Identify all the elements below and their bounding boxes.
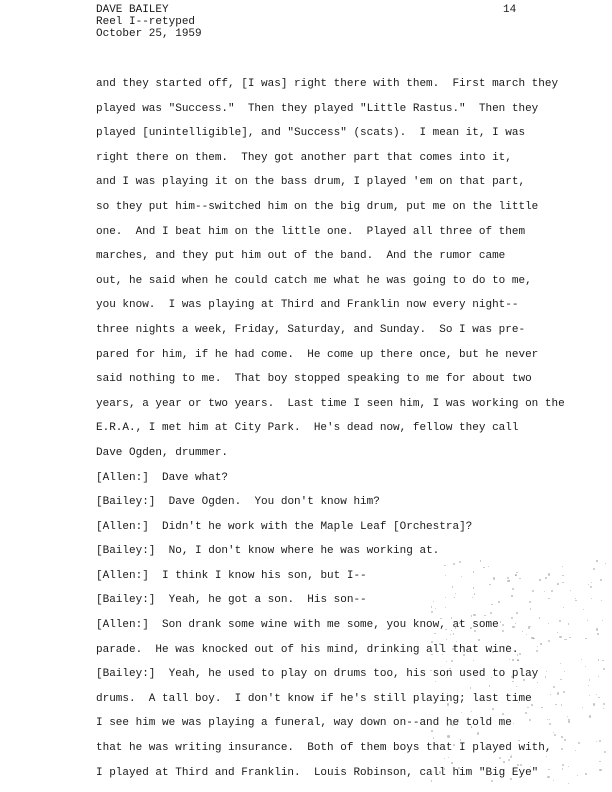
speaker-label: [Allen:] <box>96 520 149 533</box>
speck <box>435 608 436 609</box>
transcript-line <box>96 293 596 318</box>
speck <box>605 563 606 564</box>
transcript-line <box>96 343 596 368</box>
line-text: and they started off, [I was] right there with them. First march they <box>96 78 559 90</box>
transcript-line <box>96 687 596 712</box>
line-text: and I was playing it on the bass drum, I played 'em on that part, <box>96 176 526 189</box>
speck <box>431 730 433 732</box>
speck <box>512 626 514 628</box>
speck <box>602 660 603 661</box>
speaker-label: [Bailey:] <box>96 545 156 558</box>
speck <box>452 586 453 587</box>
transcript-line <box>96 392 596 417</box>
speck <box>439 771 441 773</box>
line-text: E.R.A., I met him at City Park. He's dead now, fellow they call <box>96 422 519 435</box>
transcript-line <box>96 72 596 97</box>
transcript-line <box>96 318 596 343</box>
speck <box>568 720 570 722</box>
speck <box>431 606 433 608</box>
speck <box>557 632 558 633</box>
speck <box>593 703 595 705</box>
transcript-line <box>96 244 596 269</box>
speck <box>603 703 605 705</box>
speck <box>531 704 532 705</box>
transcript-line <box>96 416 596 441</box>
speck <box>591 582 592 583</box>
transcript-line <box>96 466 596 491</box>
line-text: pared for him, if he had come. He come up there once, but he never <box>96 348 539 361</box>
page-header <box>96 4 202 40</box>
speck <box>547 719 548 720</box>
line-text: one. And I beat him on the little one. Played all three of them <box>96 225 526 238</box>
speck <box>473 571 474 572</box>
speck <box>583 609 584 610</box>
speck <box>596 628 598 630</box>
speck <box>562 582 563 583</box>
speck <box>471 726 472 727</box>
transcript-line <box>96 220 596 245</box>
speck <box>569 637 570 638</box>
speck <box>447 735 449 737</box>
line-text: years, a year or two years. Last time I seen him, I was working on the <box>96 397 565 410</box>
speck <box>602 620 603 621</box>
speck <box>603 668 605 670</box>
speck <box>596 741 597 742</box>
line-text: played [unintelligible], and "Success" (scats). I mean it, I was <box>96 127 526 140</box>
transcript-line <box>96 638 596 663</box>
speck <box>502 713 504 715</box>
speck <box>458 767 460 769</box>
speck <box>548 598 549 599</box>
speck <box>431 641 433 643</box>
reel-label: Reel I--retyped <box>96 16 196 28</box>
transcript-line <box>96 613 596 638</box>
speck <box>484 615 486 617</box>
speck <box>587 620 588 621</box>
speck <box>598 659 599 660</box>
speck <box>527 707 528 708</box>
speck <box>555 704 556 705</box>
speck <box>511 755 512 756</box>
transcript-line <box>96 539 596 564</box>
line-text: No, I don't know where he was working at. <box>155 545 440 558</box>
speaker-label: [Allen:] <box>96 569 149 582</box>
speck <box>561 736 563 738</box>
transcript-line <box>96 97 596 122</box>
line-text: I played at Third and Franklin. Louis Robinson, call him "Big Eye" <box>96 766 539 779</box>
speck <box>585 666 586 667</box>
speaker-label: [Bailey:] <box>96 594 156 607</box>
speck <box>599 769 601 771</box>
speck <box>463 654 465 656</box>
speck <box>550 694 551 695</box>
line-text: marches, and they put him out of the band. And the rumor came <box>96 250 506 263</box>
speck <box>439 643 441 645</box>
line-text: drums. A tall boy. I don't know if he's still playing; last time <box>96 692 532 705</box>
transcript-line <box>96 121 596 146</box>
speck <box>568 783 569 784</box>
speaker-label: [Allen:] <box>96 471 149 484</box>
speck <box>430 670 432 672</box>
line-text: right there on them. They got another part that comes into it, <box>96 151 512 164</box>
speck <box>598 676 599 677</box>
speck <box>578 742 580 744</box>
speck <box>530 626 531 627</box>
speck <box>469 648 470 649</box>
speck <box>447 703 449 705</box>
speck <box>559 636 561 638</box>
speck <box>545 676 546 677</box>
speck <box>599 761 600 762</box>
speaker-label: [Bailey:] <box>96 668 156 681</box>
line-text: Dave Ogden. You don't know him? <box>155 496 380 509</box>
speck <box>511 595 513 597</box>
speck <box>588 584 589 585</box>
speck <box>562 764 564 766</box>
speck <box>589 715 591 717</box>
transcript-line <box>96 736 596 761</box>
transcript-line <box>96 195 596 220</box>
speck <box>525 712 527 714</box>
line-text: I see him we was playing a funeral, way down on--and he told me <box>96 717 512 730</box>
speck <box>601 600 602 601</box>
speck <box>540 643 541 644</box>
line-text: Yeah, he used to play on drums too, his son used to play <box>155 668 539 681</box>
speck <box>451 762 453 764</box>
speck <box>598 697 599 698</box>
speck <box>548 573 550 575</box>
speck <box>564 739 566 741</box>
line-text: that he was writing insurance. Both of them boys that I played with, <box>96 742 552 755</box>
speck <box>557 692 559 694</box>
speck <box>493 577 495 579</box>
line-text: parade. He was knocked out of his mind, drinking all that wine. <box>96 643 519 656</box>
speck <box>457 719 459 721</box>
speck <box>512 659 513 660</box>
speck <box>515 574 516 575</box>
speck <box>603 708 604 709</box>
speck <box>507 645 509 647</box>
speck <box>444 768 445 769</box>
speaker-label: [Bailey:] <box>96 496 156 509</box>
transcript-line <box>96 269 596 294</box>
speck <box>604 751 606 753</box>
speck <box>454 597 455 598</box>
speck <box>515 575 516 576</box>
transcript-line <box>96 588 596 613</box>
line-text: Son drank some wine with me some, you know, at some <box>148 619 499 632</box>
speck <box>585 773 586 774</box>
speck <box>461 576 462 577</box>
speck <box>491 780 493 782</box>
transcript-line <box>96 367 596 392</box>
speck <box>596 694 597 695</box>
transcript-line <box>96 515 596 540</box>
line-text: Dave what? <box>148 471 229 484</box>
interview-date: October 25, 1959 <box>96 28 202 40</box>
transcript-line <box>96 170 596 195</box>
speck <box>593 568 595 570</box>
speck <box>461 712 462 713</box>
speck <box>599 740 601 742</box>
speck <box>445 629 446 630</box>
transcript-line <box>96 662 596 687</box>
speck <box>492 708 494 710</box>
speck <box>531 637 533 639</box>
speck <box>510 756 512 758</box>
speck <box>459 622 461 624</box>
line-text: out, he said when he could catch me what he was going to do to me, <box>96 274 532 287</box>
transcript-line <box>96 146 596 171</box>
speck <box>448 757 449 758</box>
interviewee-name: DAVE BAILEY <box>96 4 169 16</box>
speck <box>508 759 510 761</box>
speck <box>503 672 505 674</box>
speck <box>433 738 434 739</box>
line-text: played was "Success." Then they played "Little Rastus." Then they <box>96 102 539 115</box>
speck <box>563 691 565 693</box>
speck <box>502 624 504 626</box>
line-text: Didn't he work with the Maple Leaf [Orchestra]? <box>148 520 473 533</box>
speck <box>517 654 518 655</box>
line-text: said nothing to me. That boy stopped speaking to me for about two <box>96 373 532 386</box>
line-text: three nights a week, Friday, Saturday, and Sunday. So I was pre- <box>96 323 526 336</box>
speck <box>597 633 599 635</box>
transcript-line <box>96 564 596 589</box>
speck <box>545 577 547 579</box>
speck <box>447 693 448 694</box>
speck <box>503 761 505 763</box>
speck <box>449 668 450 669</box>
speck <box>554 734 556 736</box>
speck <box>452 648 454 650</box>
speck <box>481 719 483 721</box>
line-text: you know. I was playing at Third and Franklin now every night-- <box>96 299 519 312</box>
transcript-line <box>96 490 596 515</box>
speck <box>582 707 583 708</box>
speck <box>450 634 451 635</box>
speck <box>596 560 597 561</box>
transcript-line <box>96 441 596 466</box>
speck <box>528 670 529 671</box>
speck <box>434 633 435 634</box>
speck <box>600 579 602 581</box>
speck <box>546 756 547 757</box>
speaker-label: [Allen:] <box>96 619 149 632</box>
speck <box>516 572 517 573</box>
line-text: so they put him--switched him on the big drum, put me on the little <box>96 200 539 213</box>
speck <box>478 639 479 640</box>
speck <box>529 719 531 721</box>
speck <box>539 579 540 580</box>
speck <box>530 766 531 767</box>
page-number: 14 <box>503 4 517 16</box>
line-text: Dave Ogden, drummer. <box>96 446 229 459</box>
speck <box>557 583 559 585</box>
speck <box>585 638 586 639</box>
speck <box>516 612 518 614</box>
line-text: I think I know his son, but I-- <box>148 569 367 582</box>
speck <box>546 671 547 672</box>
speck <box>488 566 489 567</box>
speck <box>549 723 551 725</box>
transcript-line <box>96 711 596 736</box>
transcript-body <box>96 72 596 785</box>
speck <box>567 716 568 717</box>
line-text: Yeah, he got a son. His son-- <box>155 594 367 607</box>
